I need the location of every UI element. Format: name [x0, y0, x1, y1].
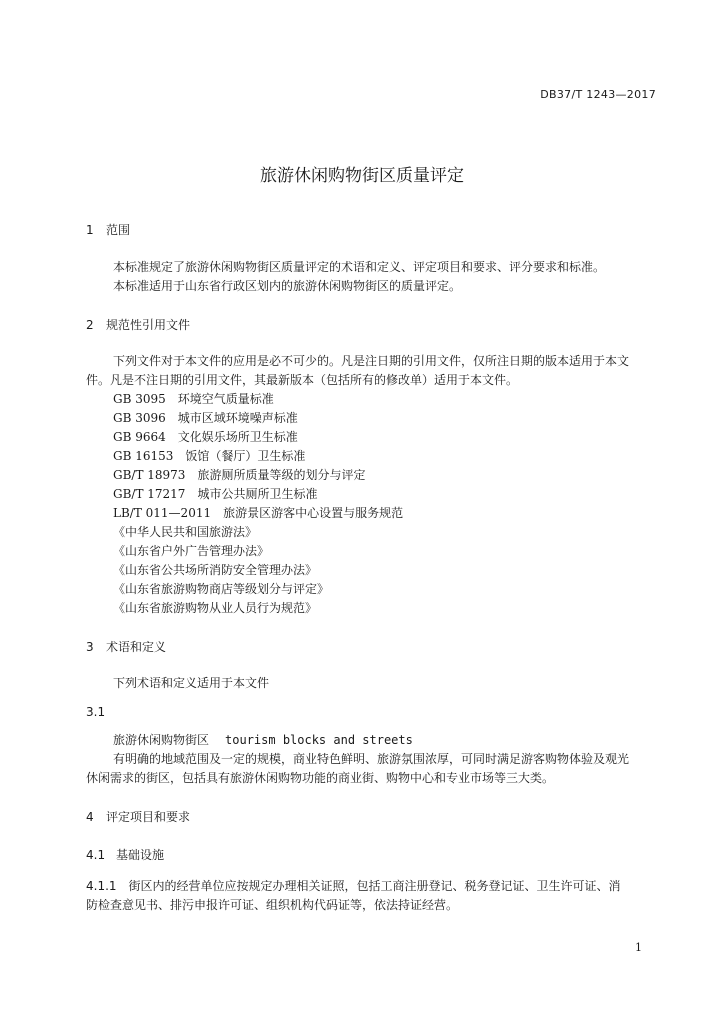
section-number: 4 — [86, 810, 94, 824]
section-number: 1 — [86, 223, 94, 237]
section-2-heading — [86, 316, 190, 333]
subsection-title: 基础设施 — [116, 848, 165, 862]
document-title: 旅游休闲购物街区质量评定 — [260, 166, 464, 186]
reference-item — [113, 485, 317, 502]
clause-continuation: 防检查意见书、排污申报许可证、组织机构代码证等，依法持证经营。 — [86, 898, 459, 912]
clause — [86, 877, 621, 894]
term-chinese: 旅游休闲购物街区 — [113, 733, 210, 747]
paragraph: 下列术语和定义适用于本文件 — [113, 676, 270, 690]
reference-code: GB 16153 — [113, 449, 174, 463]
section-title: 规范性引用文件 — [106, 318, 191, 332]
reference-code: GB/T 17217 — [113, 487, 186, 501]
reference-code: GB 9664 — [113, 430, 166, 444]
reference-item — [113, 428, 298, 445]
reference-code: GB 3095 — [113, 392, 166, 406]
paragraph: 本标准规定了旅游休闲购物街区质量评定的术语和定义、评定项目和要求、评分要求和标准。 — [113, 260, 606, 274]
reference-item — [113, 504, 403, 521]
reference-item — [113, 390, 274, 407]
page-number: 1 — [635, 941, 642, 954]
paragraph: 件。凡是不注日期的引用文件，其最新版本（包括所有的修改单）适用于本文件。 — [86, 373, 519, 387]
section-1-heading — [86, 221, 130, 238]
reference-name: 城市公共厕所卫生标准 — [197, 487, 318, 501]
clause-text: 街区内的经营单位应按规定办理相关证照，包括工商注册登记、税务登记证、卫生许可证、消 — [128, 879, 621, 893]
reference-item — [113, 409, 298, 426]
reference-name: 城市区域环境噪声标准 — [177, 411, 298, 425]
law-item: 《山东省公共场所消防安全管理办法》 — [113, 563, 318, 577]
reference-code: GB/T 18973 — [113, 468, 186, 482]
definition: 休闲需求的街区，包括具有旅游休闲购物功能的商业街、购物中心和专业市场等三大类。 — [86, 771, 555, 785]
paragraph: 下列文件对于本文件的应用是必不可少的。凡是注日期的引用文件，仅所注日期的版本适用于本文 — [113, 354, 630, 368]
law-item: 《中华人民共和国旅游法》 — [113, 525, 258, 539]
reference-name: 环境空气质量标准 — [177, 392, 274, 406]
reference-name: 旅游景区游客中心设置与服务规范 — [223, 506, 404, 520]
section-title: 评定项目和要求 — [106, 810, 191, 824]
reference-code: GB 3096 — [113, 411, 166, 425]
reference-name: 旅游厕所质量等级的划分与评定 — [197, 468, 366, 482]
term-english: tourism blocks and streets — [225, 733, 413, 747]
section-3-heading — [86, 638, 166, 655]
law-item: 《山东省户外广告管理办法》 — [113, 544, 270, 558]
law-item: 《山东省旅游购物商店等级划分与评定》 — [113, 582, 330, 596]
subsection-number: 3.1 — [86, 705, 106, 719]
section-number: 2 — [86, 318, 94, 332]
section-4-heading — [86, 808, 190, 825]
reference-name: 文化娱乐场所卫生标准 — [177, 430, 298, 444]
reference-item — [113, 447, 305, 464]
paragraph: 本标准适用于山东省行政区划内的旅游休闲购物街区的质量评定。 — [113, 279, 462, 293]
reference-item — [113, 466, 365, 483]
section-title: 术语和定义 — [106, 640, 167, 654]
reference-name: 饭馆（餐厅）卫生标准 — [185, 449, 306, 463]
standard-code: DB37/T 1243—2017 — [540, 88, 656, 101]
clause-number: 4.1.1 — [86, 879, 117, 893]
subsection-4-1-heading — [86, 846, 164, 863]
term-entry — [113, 731, 413, 748]
section-number: 3 — [86, 640, 94, 654]
definition: 有明确的地域范围及一定的规模，商业特色鲜明、旅游氛围浓厚，可同时满足游客购物体验及观光 — [113, 752, 630, 766]
law-item: 《山东省旅游购物从业人员行为规范》 — [113, 601, 318, 615]
reference-code: LB/T 011—2011 — [113, 506, 212, 520]
subsection-number: 4.1 — [86, 848, 106, 862]
section-title: 范围 — [106, 223, 131, 237]
